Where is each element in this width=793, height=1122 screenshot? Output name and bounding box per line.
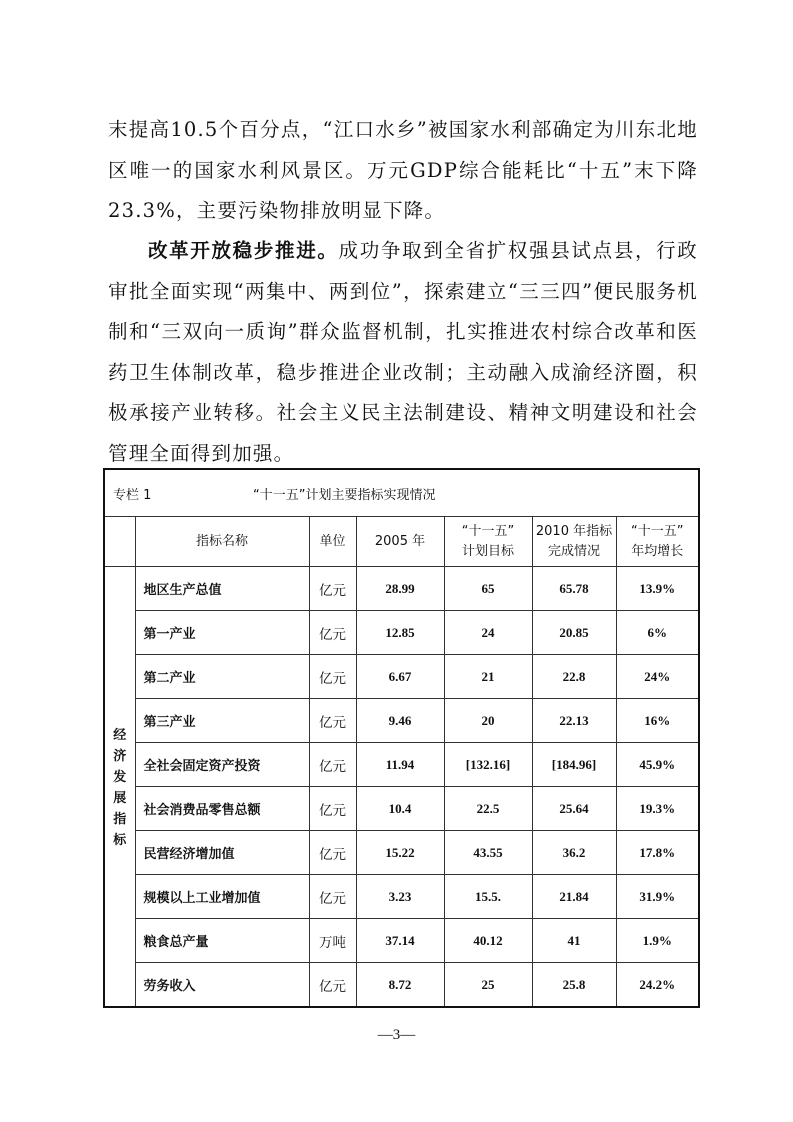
cell-value-2010: 25.64 (532, 787, 616, 831)
cell-value-target: 40.12 (444, 919, 532, 963)
cell-name: 第二产业 (135, 655, 309, 699)
cell-value-target: 20 (444, 699, 532, 743)
cell-value-2010: 36.2 (532, 831, 616, 875)
table-row (104, 963, 699, 1008)
cell-name: 规模以上工业增加值 (135, 875, 309, 919)
cell-name: 粮食总产量 (135, 919, 309, 963)
table-header-row (104, 517, 699, 567)
cell-value-target: 21 (444, 655, 532, 699)
column-label: 专栏 1 (113, 487, 152, 503)
table-row (104, 611, 699, 655)
cell-value-2010: 65.78 (532, 567, 616, 611)
cell-value-growth: 45.9% (616, 743, 699, 787)
cell-value-2005: 12.85 (356, 611, 444, 655)
cell-unit: 亿元 (309, 963, 356, 1008)
paragraph-environment: 末提高10.5个百分点，“江口水乡”被国家水利部确定为川东北地区唯一的国家水利风景区。万元GDP综合能耗比“十五”末下降23.3%，主要污染物排放明显下降。 (108, 118, 698, 222)
cell-value-2010: 21.84 (532, 875, 616, 919)
cell-value-growth: 24.2% (616, 963, 699, 1008)
cell-value-2005: 15.22 (356, 831, 444, 875)
cell-value-2010: 25.8 (532, 963, 616, 1008)
cell-unit: 亿元 (309, 567, 356, 611)
cell-value-target: 43.55 (444, 831, 532, 875)
paragraph-reform (108, 231, 698, 474)
cell-value-growth: 17.8% (616, 831, 699, 875)
cell-value-target: 22.5 (444, 787, 532, 831)
cell-value-target: [132.16] (444, 743, 532, 787)
cell-value-growth: 6% (616, 611, 699, 655)
header-blank (104, 517, 135, 567)
table-row (104, 875, 699, 919)
table-row (104, 831, 699, 875)
cell-value-2010: [184.96] (532, 743, 616, 787)
cell-unit: 亿元 (309, 831, 356, 875)
table-title-row (104, 469, 699, 517)
table-row (104, 567, 699, 611)
cell-value-2005: 6.67 (356, 655, 444, 699)
paragraph-lead: 改革开放稳步推进。 (148, 239, 339, 262)
cell-value-target: 15.5. (444, 875, 532, 919)
cell-value-2005: 10.4 (356, 787, 444, 831)
cell-unit: 亿元 (309, 699, 356, 743)
page-number: —3— (377, 1027, 416, 1043)
cell-value-growth: 19.3% (616, 787, 699, 831)
cell-value-target: 24 (444, 611, 532, 655)
cell-value-2010: 22.13 (532, 699, 616, 743)
cell-unit: 亿元 (309, 611, 356, 655)
cell-unit: 万吨 (309, 919, 356, 963)
cell-value-2010: 22.8 (532, 655, 616, 699)
category-label: 经 济 发 展 指 标 (104, 567, 135, 1008)
cell-value-2010: 41 (532, 919, 616, 963)
cell-value-growth: 1.9% (616, 919, 699, 963)
cell-value-growth: 16% (616, 699, 699, 743)
header-name: 指标名称 (135, 517, 309, 567)
cell-name: 地区生产总值 (135, 567, 309, 611)
cell-value-2005: 3.23 (356, 875, 444, 919)
cell-value-2005: 28.99 (356, 567, 444, 611)
cell-value-growth: 24% (616, 655, 699, 699)
cell-name: 第一产业 (135, 611, 309, 655)
cell-value-2005: 8.72 (356, 963, 444, 1008)
table-row (104, 699, 699, 743)
cell-value-2005: 9.46 (356, 699, 444, 743)
header-2005: 2005 年 (356, 517, 444, 567)
indicator-table (103, 468, 700, 1008)
cell-name: 全社会固定资产投资 (135, 743, 309, 787)
table-row (104, 743, 699, 787)
paragraph-body: 成功争取到全省扩权强县试点县，行政审批全面实现“两集中、两到位”，探索建立“三三四”便民服务机制和“三双向一质询”群众监督机制，扎实推进农村综合改革和医药卫生体制改革，稳步推进企业改制；主动融入成渝经济圈，积极承接产业转移。社会主义民主法制建设、精神文明建设和社会管理全面得到加强。 (108, 239, 698, 465)
cell-unit: 亿元 (309, 787, 356, 831)
cell-value-growth: 13.9% (616, 567, 699, 611)
cell-value-2005: 11.94 (356, 743, 444, 787)
cell-name: 第三产业 (135, 699, 309, 743)
header-done: 2010 年指标 完成情况 (532, 517, 616, 567)
cell-value-2010: 20.85 (532, 611, 616, 655)
table-row (104, 655, 699, 699)
cell-value-target: 65 (444, 567, 532, 611)
cell-unit: 亿元 (309, 743, 356, 787)
table-row (104, 787, 699, 831)
table-title: “十一五”计划主要指标实现情况 (253, 487, 436, 503)
cell-unit: 亿元 (309, 655, 356, 699)
header-target: “十一五” 计划目标 (444, 517, 532, 567)
cell-name: 社会消费品零售总额 (135, 787, 309, 831)
header-unit: 单位 (309, 517, 356, 567)
cell-value-2005: 37.14 (356, 919, 444, 963)
header-growth: “十一五” 年均增长 (616, 517, 699, 567)
table-row (104, 919, 699, 963)
cell-value-growth: 31.9% (616, 875, 699, 919)
cell-name: 民营经济增加值 (135, 831, 309, 875)
cell-unit: 亿元 (309, 875, 356, 919)
cell-value-target: 25 (444, 963, 532, 1008)
cell-name: 劳务收入 (135, 963, 309, 1008)
